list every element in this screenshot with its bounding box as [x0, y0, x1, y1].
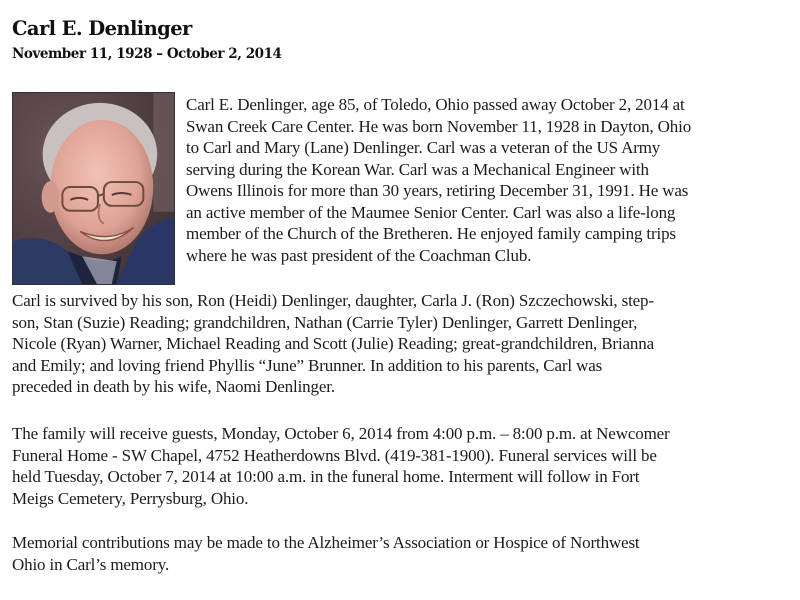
portrait-icon — [13, 93, 174, 284]
obituary-dates: November 11, 1928 – October 2, 2014 — [12, 46, 282, 62]
text-line: Ohio in Carl’s memory. — [12, 554, 170, 574]
survivors-paragraph — [12, 290, 654, 398]
services-paragraph — [12, 423, 670, 509]
text-line: Nicole (Ryan) Warner, Michael Reading and Scott (Julie) Reading; great-grandchildren, Brianna — [12, 334, 655, 353]
text-line: an active member of the Maumee Senior Center. Carl was also a life-long — [186, 202, 676, 222]
text-line: The family will receive guests, Monday, October 6, 2014 from 4:00 p.m. – 8:00 p.m. at Newcomer — [12, 424, 670, 443]
text-line: Carl is survived by his son, Ron (Heidi) Denlinger, daughter, Carla J. (Ron) Szczechowski, step- — [12, 291, 654, 310]
text-line: Swan Creek Care Center. He was born November 11, 1928 in Dayton, Ohio — [186, 116, 692, 136]
obituary-name: Carl E. Denlinger — [12, 17, 192, 40]
text-line: preceded in death by his wife, Naomi Denlinger. — [12, 377, 335, 396]
text-line: Meigs Cemetery, Perrysburg, Ohio. — [12, 488, 249, 508]
text-line: Funeral Home - SW Chapel, 4752 Heatherdowns Blvd. (419-381-1900). Funeral services will be — [12, 445, 657, 465]
text-line: held Tuesday, October 7, 2014 at 10:00 a.m. in the funeral home. Interment will follow in Fort — [12, 467, 640, 486]
text-line: serving during the Korean War. Carl was a Mechanical Engineer with — [186, 159, 649, 179]
text-line: son, Stan (Suzie) Reading; grandchildren, Nathan (Carrie Tyler) Denlinger, Garrett Denlinger, — [12, 312, 638, 332]
text-line: where he was past president of the Coachman Club. — [186, 245, 532, 265]
text-line: Memorial contributions may be made to the Alzheimer’s Association or Hospice of Northwest — [12, 533, 640, 552]
text-line: and Emily; and loving friend Phyllis “June” Brunner. In addition to his parents, Carl was — [12, 355, 603, 375]
memorial-paragraph — [12, 532, 639, 575]
text-line: Owens Illinois for more than 30 years, retiring December 31, 1991. He was — [186, 181, 689, 200]
text-line: to Carl and Mary (Lane) Denlinger. Carl was a veteran of the US Army — [186, 138, 661, 157]
portrait-photo — [12, 92, 175, 285]
text-line: Carl E. Denlinger, age 85, of Toledo, Ohio passed away October 2, 2014 at — [186, 95, 685, 114]
text-line: member of the Church of the Bretheren. He enjoyed family camping trips — [186, 224, 676, 243]
biography-paragraph — [186, 94, 691, 266]
